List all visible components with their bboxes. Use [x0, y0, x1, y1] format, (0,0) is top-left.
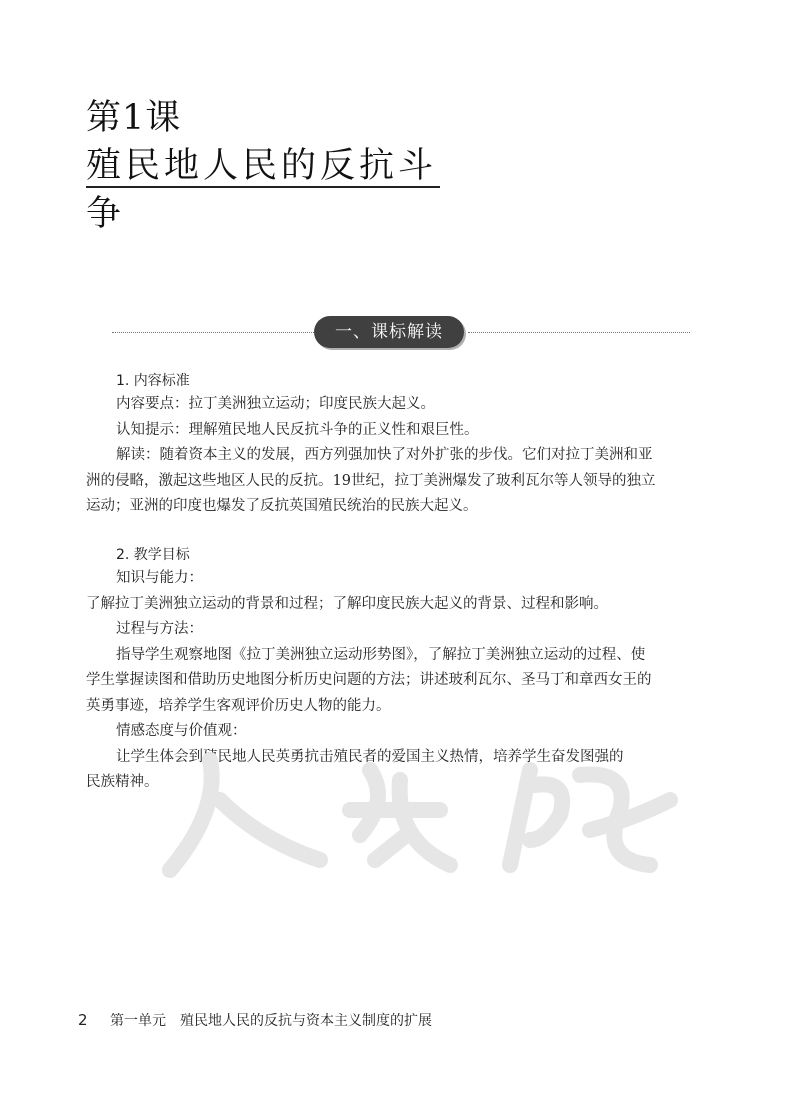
section-divider-left — [112, 332, 314, 333]
content-standard-heading: 1. 内容标准 — [116, 373, 190, 389]
knowledge-label: 知识与能力： — [116, 570, 203, 586]
interpretation-line: 运动；亚洲的印度也爆发了反抗英国殖民统治的民族大起义。 — [86, 498, 478, 514]
page-footer — [78, 1010, 432, 1031]
section-title-badge: 一、课标解读 — [314, 316, 464, 348]
page-number: 2 — [78, 1011, 88, 1029]
knowledge-text: 了解拉丁美洲独立运动的背景和过程；了解印度民族大起义的背景、过程和影响。 — [86, 595, 608, 612]
interpretation-line: 解读：随着资本主义的发展，西方列强加快了对外扩张的步伐。它们对拉丁美洲和亚 — [116, 447, 653, 463]
process-line: 英勇事迹，培养学生客观评价历史人物的能力。 — [86, 697, 391, 714]
teaching-goals-block — [86, 544, 696, 796]
heading-underline — [86, 186, 440, 188]
teaching-goals-heading: 2. 教学目标 — [116, 547, 190, 563]
key-points-line: 内容要点：拉丁美洲独立运动；印度民族大起义。 — [116, 396, 435, 412]
process-line: 指导学生观察地图《拉丁美洲独立运动形势图》，了解拉丁美洲独立运动的过程、使 — [116, 646, 646, 663]
interpretation-line: 洲的侵略，激起这些地区人民的反抗。19世纪，拉丁美洲爆发了玻利瓦尔等人领导的独立 — [86, 472, 656, 489]
unit-title: 第一单元 殖民地人民的反抗与资本主义制度的扩展 — [110, 1013, 432, 1029]
process-label: 过程与方法： — [116, 621, 203, 637]
lesson-heading — [86, 96, 446, 238]
attitude-line: 让学生体会到殖民地人民英勇抗击殖民者的爱国主义热情，培养学生奋发图强的 — [116, 748, 624, 765]
lesson-number: 第1课 — [86, 98, 182, 138]
attitude-line: 民族精神。 — [86, 774, 159, 790]
process-line: 学生掌握读图和借助历史地图分析历史问题的方法；讲述玻利瓦尔、圣马丁和章西女王的 — [86, 672, 652, 688]
cognitive-hint-line: 认知提示：理解殖民地人民反抗斗争的正义性和艰巨性。 — [116, 421, 479, 438]
attitude-label: 情感态度与价值观： — [116, 723, 247, 739]
content-standard-block — [86, 370, 696, 520]
lesson-title: 殖民地人民的反抗斗争 — [86, 146, 438, 234]
section-divider-right — [468, 332, 690, 333]
